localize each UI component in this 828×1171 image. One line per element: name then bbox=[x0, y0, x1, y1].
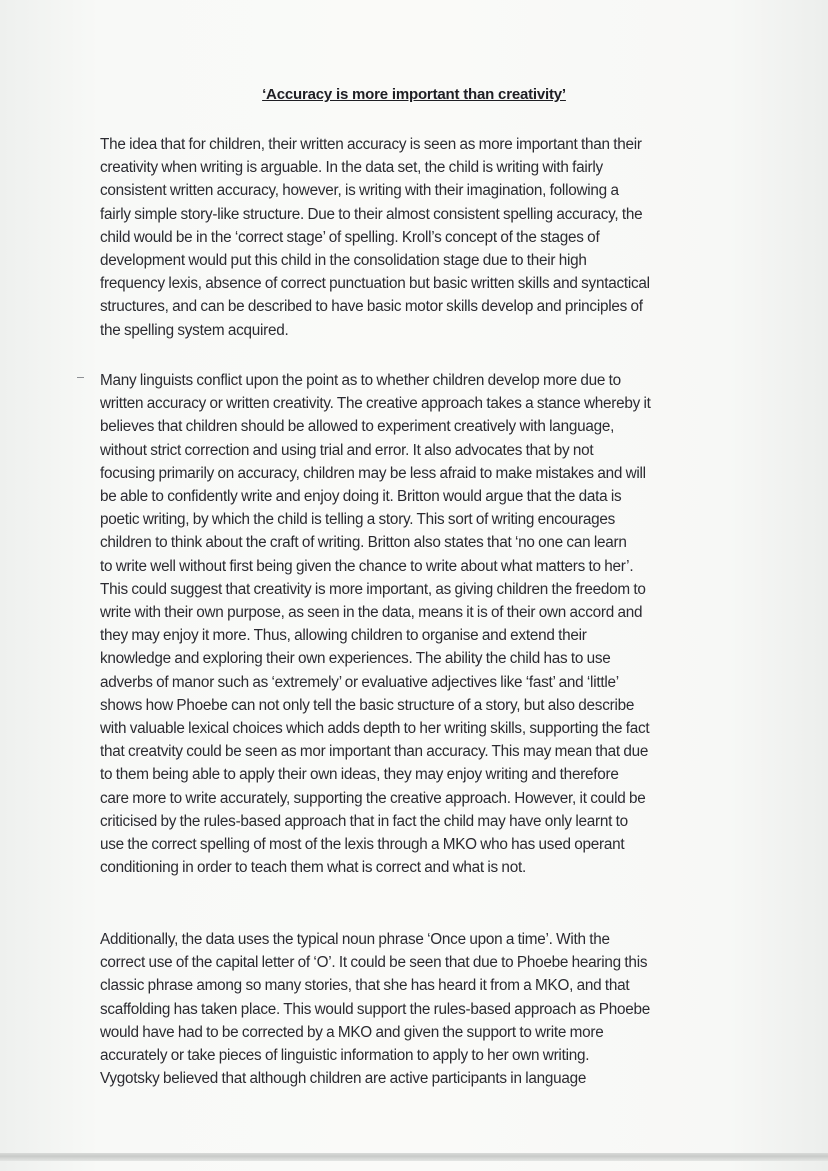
text-line: scaffolding has taken place. This would support the rules-based approach as Phoebe bbox=[100, 1000, 650, 1018]
text-line: use the correct spelling of most of the lexis through a MKO who has used operant bbox=[100, 836, 625, 854]
text-line: The idea that for children, their written accuracy is seen as more important than their bbox=[100, 136, 642, 153]
text-line: Vygotsky believed that although children are active participants in language bbox=[100, 1070, 587, 1088]
document-title: ‘Accuracy is more important than creativity’ bbox=[262, 86, 566, 103]
text-line: criticised by the rules-based approach that in fact the child may have only learnt to bbox=[100, 812, 628, 830]
text-line: adverbs of manor such as ‘extremely’ or evaluative adjectives like ‘fast’ and ‘little’ bbox=[100, 673, 619, 691]
text-line: shows how Phoebe can not only tell the basic structure of a story, but also describe bbox=[100, 696, 635, 714]
text-line: frequency lexis, absence of correct punctuation but basic written skills and syntactical bbox=[100, 275, 650, 293]
text-line: creativity when writing is arguable. In the data set, the child is writing with fairly bbox=[100, 159, 603, 177]
text-line: development would put this child in the consolidation stage due to their high bbox=[100, 252, 587, 270]
text-line: Many linguists conflict upon the point as to whether children develop more due to bbox=[100, 372, 621, 389]
margin-mark bbox=[77, 377, 84, 378]
text-line: consistent written accuracy, however, is writing with their imagination, following a bbox=[100, 182, 619, 200]
text-line: the spelling system acquired. bbox=[100, 321, 289, 339]
paragraph-1 bbox=[100, 133, 732, 342]
text-line: poetic writing, by which the child is telling a story. This sort of writing encourages bbox=[100, 511, 616, 529]
text-line: with valuable lexical choices which adds depth to her writing skills, supporting the fact bbox=[100, 720, 650, 738]
text-line: child would be in the ‘correct stage’ of spelling. Kroll’s concept of the stages of bbox=[100, 228, 600, 246]
text-line: children to think about the craft of writing. Britton also states that ‘no one can learn bbox=[100, 534, 627, 552]
text-line: they may enjoy it more. Thus, allowing children to organise and extend their bbox=[100, 627, 587, 645]
text-line: would have had to be corrected by a MKO and given the support to write more bbox=[100, 1023, 604, 1041]
text-line: Additionally, the data uses the typical noun phrase ‘Once upon a time’. With the bbox=[100, 931, 610, 948]
text-line: focusing primarily on accuracy, children may be less afraid to make mistakes and will bbox=[100, 464, 646, 482]
text-line: to them being able to apply their own ideas, they may enjoy writing and therefore bbox=[100, 766, 619, 784]
text-line: without strict correction and using trial and error. It also advocates that by not bbox=[100, 441, 594, 459]
text-line: conditioning in order to teach them what is correct and what is not. bbox=[100, 859, 526, 877]
text-line: This could suggest that creativity is more important, as giving children the freedom to bbox=[100, 580, 646, 598]
text-line: knowledge and exploring their own experiences. The ability the child has to use bbox=[100, 650, 611, 668]
text-line: correct use of the capital letter of ‘O’. It could be seen that due to Phoebe hearing this bbox=[100, 954, 648, 972]
text-line: write with their own purpose, as seen in the data, means it is of their own accord and bbox=[100, 604, 643, 622]
text-line-grammar-mark: classic phrase among so many stories, that she has heard it from a MKO, and that bbox=[100, 977, 630, 995]
text-line: fairly simple story-like structure. Due to their almost consistent spelling accuracy, the bbox=[100, 205, 643, 223]
paragraph-2 bbox=[100, 369, 732, 879]
text-line-grammar-mark: structures, and can be described to have basic motor skills develop and principles of bbox=[100, 298, 643, 316]
text-line: written accuracy or written creativity. The creative approach takes a stance whereby it bbox=[100, 395, 651, 413]
text-line: to write well without first being given the chance to write about what matters to her’. bbox=[100, 557, 634, 575]
text-line: be able to confidently write and enjoy doing it. Britton would argue that the data is bbox=[100, 488, 622, 506]
page-bottom-edge bbox=[0, 1153, 828, 1161]
paragraph-3 bbox=[100, 928, 732, 1090]
text-line-spelling-mark: that creatvity could be seen as mor important than accuracy. This may mean that due bbox=[100, 743, 649, 761]
text-line: believes that children should be allowed to experiment creatively with language, bbox=[100, 418, 615, 436]
text-line: care more to write accurately, supporting the creative approach. However, it could be bbox=[100, 789, 646, 807]
text-line: accurately or take pieces of linguistic information to apply to her own writing. bbox=[100, 1047, 590, 1065]
